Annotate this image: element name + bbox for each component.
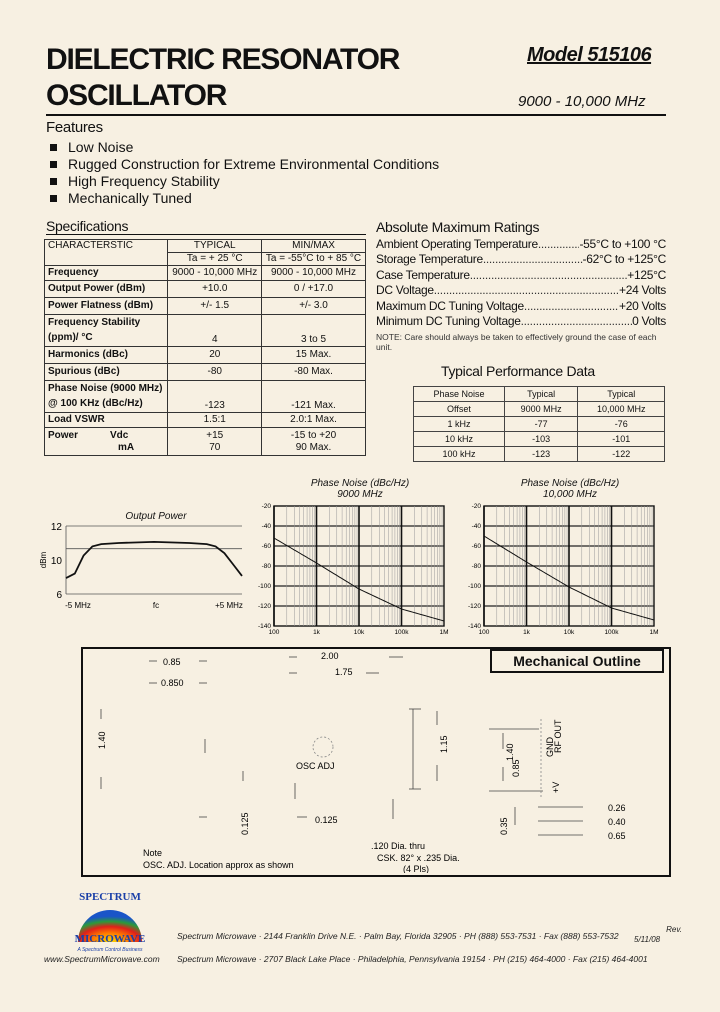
specifications-heading: Specifications: [46, 218, 129, 234]
abs-max-value: +24 Volts: [618, 283, 666, 298]
spec-row-name: [45, 381, 168, 413]
abs-max-label: Minimum DC Tuning Voltage: [376, 314, 521, 329]
spec-power-vdc: Vdc: [110, 429, 129, 441]
perf-cell: -103: [504, 432, 577, 447]
abs-max-label: DC Voltage: [376, 283, 434, 298]
abs-max-row: [376, 268, 666, 283]
pn9000-yticks: [258, 503, 271, 630]
output-power-title: Output Power: [125, 511, 187, 522]
output-power-grid: [66, 526, 242, 594]
perf-cell: 1 kHz: [414, 417, 505, 432]
csk-note: CSK. 82° x .235 Dia.: [377, 853, 460, 863]
dim-1-40: 1.40: [97, 731, 107, 749]
performance-heading: Typical Performance Data: [441, 363, 595, 379]
pn9000-title: Phase Noise (dBc/Hz): [310, 478, 410, 489]
pn10000-yticks: [468, 503, 481, 630]
spec-power-vdc-max: -15 to +20: [290, 429, 337, 441]
output-power-series: [66, 542, 242, 578]
spec-row-max: +/- 3.0: [262, 298, 366, 315]
mech-note-title: Note: [143, 848, 163, 858]
output-power-ytick: 6: [56, 590, 62, 601]
output-power-chart: [36, 520, 256, 612]
specifications-table: [44, 239, 366, 456]
osc-adj-label: OSC ADJ: [296, 761, 335, 771]
spec-row-name: Harmonics (dBc): [45, 347, 168, 364]
holes-count: (4 Pls): [403, 864, 430, 873]
pn10000-grid: [484, 506, 654, 626]
model-number: Model 515106: [527, 44, 652, 66]
pn-ytick: -120: [257, 603, 271, 610]
output-power-ytick: 10: [50, 556, 62, 567]
spec-row-max: 9000 - 10,000 MHz: [262, 266, 366, 281]
feature-item: High Frequency Stability: [46, 173, 439, 190]
abs-max-label: Ambient Operating Temperature: [376, 237, 538, 251]
footer-rev: Rev.: [666, 925, 682, 934]
title-line-2: OSCILLATOR: [46, 79, 227, 112]
abs-max-value: 0 Volts: [632, 314, 666, 329]
pn-ytick: -40: [471, 523, 481, 530]
title: [46, 42, 399, 114]
phase-noise-9000-title: [282, 478, 438, 500]
spec-row-typ: -80: [168, 364, 262, 381]
dim-0-850: 0.850: [161, 678, 184, 688]
perf-header: Typical: [504, 387, 577, 402]
spec-power-ma-typ: 70: [209, 441, 221, 453]
perf-cell: -101: [578, 432, 665, 447]
spec-row-line: @ 100 KHz (dBc/Hz): [48, 398, 143, 409]
output-power-ylabel: dBm: [39, 551, 48, 569]
perf-subheader: 9000 MHz: [504, 402, 577, 417]
performance-table: [413, 386, 665, 462]
abs-max-row: [376, 314, 666, 329]
pn-xtick: 10k: [353, 629, 365, 636]
abs-max-label: Maximum DC Tuning Voltage: [376, 298, 524, 313]
abs-max-value: -62°C to +125°C: [582, 252, 666, 267]
footer-address-philadelphia: Spectrum Microwave · 2707 Black Lake Place · Philadelphia, Pennsylvania 19154 · PH (215) 464-4000 · Fax (215) 464-4001: [177, 954, 648, 964]
spec-power-ma-max: 90 Max.: [295, 441, 332, 453]
spec-row-typ: 4: [168, 315, 262, 347]
phase-noise-10000-chart: [458, 500, 668, 640]
pn-ytick: -100: [257, 583, 271, 590]
spec-power-ma: mA: [118, 441, 135, 453]
pn-ytick: -40: [261, 523, 271, 530]
pn9000-subtitle: 9000 MHz: [337, 489, 383, 500]
spec-row-max: 0 / +17.0: [262, 281, 366, 298]
feature-item: Low Noise: [46, 139, 439, 156]
spec-row-typ: +10.0: [168, 281, 262, 298]
spec-row-max: 2.0:1 Max.: [262, 413, 366, 428]
pn-ytick: -100: [467, 583, 481, 590]
pn-xtick: 100: [268, 629, 280, 636]
header-rule: [46, 114, 666, 116]
dim-0-125-horizontal: 0.125: [315, 815, 338, 825]
spec-row-line: Frequency Stability: [48, 317, 141, 328]
abs-max-row: [376, 283, 666, 298]
spec-row-typ: 9000 - 10,000 MHz: [168, 266, 262, 281]
pn-ytick: -60: [471, 543, 481, 550]
spec-power-cell: [45, 428, 168, 456]
spec-header-characteristic: CHARACTERSTIC: [45, 240, 168, 266]
frequency-range: 9000 - 10,000 MHz: [518, 93, 646, 110]
spec-header-ta-typical: Ta = + 25 °C: [168, 253, 262, 266]
features-list: [46, 139, 439, 207]
perf-cell: -122: [578, 447, 665, 462]
dim-0-26: 0.26: [608, 803, 626, 813]
abs-max-value: -55°C to +100 °C: [579, 237, 666, 251]
pn-ytick: -140: [467, 623, 481, 630]
spec-header-typical: TYPICAL: [168, 240, 262, 253]
spec-row-name: Load VSWR: [45, 413, 168, 428]
dim-0-65: 0.65: [608, 831, 626, 841]
output-power-xtick: +5 MHz: [215, 601, 243, 610]
pn-ytick: -120: [467, 603, 481, 610]
spec-header-minmax: MIN/MAX: [262, 240, 366, 253]
pn-xtick: 1k: [523, 629, 530, 636]
spec-row-typ: 20: [168, 347, 262, 364]
dim-1-40-side: 1.40: [505, 743, 515, 761]
phase-noise-9000-chart: [248, 500, 458, 640]
spec-rule: [46, 234, 366, 235]
spec-row-name: Power Flatness (dBm): [45, 298, 168, 315]
spec-row-line: (ppm)/ °C: [48, 332, 93, 343]
dim-1-75: 1.75: [335, 667, 353, 677]
perf-cell: -77: [504, 417, 577, 432]
spec-power-max: [262, 428, 366, 456]
abs-max-label: Storage Temperature: [376, 252, 483, 267]
pn-xtick: 10k: [563, 629, 575, 636]
pn-ytick: -20: [471, 503, 481, 510]
pn10000-title: Phase Noise (dBc/Hz): [520, 478, 620, 489]
output-power-ytick: 12: [50, 522, 62, 533]
perf-subheader: 10,000 MHz: [578, 402, 665, 417]
mechanical-outline-title: Mechanical Outline: [490, 649, 664, 673]
spec-power-label: Power: [48, 429, 79, 441]
mech-note-text: OSC. ADJ. Location approx as shown: [143, 860, 294, 870]
spec-row-typ: 1.5:1: [168, 413, 262, 428]
spec-row-name: Spurious (dBc): [45, 364, 168, 381]
abs-max-heading: Absolute Maximum Ratings: [376, 219, 540, 235]
hole-note: .120 Dia. thru: [371, 841, 426, 851]
spec-row-typ: +/- 1.5: [168, 298, 262, 315]
perf-cell: -123: [504, 447, 577, 462]
spec-power-typ: [168, 428, 262, 456]
pn9000-grid: [274, 506, 444, 626]
logo-tagline: A Spectrum Control Business: [77, 947, 143, 953]
pn-xtick: 100k: [394, 629, 409, 636]
spectrum-microwave-logo: [60, 880, 160, 960]
output-power-xtick: -5 MHz: [65, 601, 91, 610]
abs-max-row: [376, 299, 666, 314]
dim-0-85-side: 0.85: [511, 759, 521, 777]
pin-gnd: GND: [545, 737, 555, 757]
dim-2-00: 2.00: [321, 651, 339, 661]
spec-row-name: Frequency: [45, 266, 168, 281]
dim-0-85: 0.85: [163, 657, 181, 667]
feature-item: Mechanically Tuned: [46, 190, 439, 207]
perf-cell: 10 kHz: [414, 432, 505, 447]
pn-xtick: 1M: [649, 629, 659, 636]
perf-header: Typical: [578, 387, 665, 402]
abs-max-list: [376, 237, 666, 329]
abs-max-row: [376, 252, 666, 267]
abs-max-value: +125°C: [627, 267, 666, 282]
phase-noise-10000-title: [492, 478, 648, 500]
pn10000-xticks: [479, 629, 659, 636]
logo-top-text: SPECTRUM: [79, 891, 141, 903]
pn-ytick: -80: [261, 563, 271, 570]
pn-xtick: 100: [478, 629, 490, 636]
pn-xtick: 1k: [313, 629, 320, 636]
spec-row-max: -121 Max.: [262, 381, 366, 413]
title-line-1: DIELECTRIC RESONATOR: [46, 43, 400, 76]
dim-0-40: 0.40: [608, 817, 626, 827]
pn-ytick: -140: [257, 623, 271, 630]
spec-row-name: Output Power (dBm): [45, 281, 168, 298]
spec-row-name: [45, 315, 168, 347]
pn-xtick: 1M: [439, 629, 449, 636]
pin-rf-out: RF OUT: [553, 719, 563, 753]
pn-ytick: -20: [261, 503, 271, 510]
dim-1-15: 1.15: [439, 735, 449, 753]
spec-row-line: Phase Noise (9000 MHz): [48, 383, 163, 394]
spec-header-ta-minmax: Ta = -55°C to + 85 °C: [262, 253, 366, 266]
pn9000-xticks: [269, 629, 449, 636]
dim-0-125-vertical: 0.125: [240, 812, 250, 835]
dim-0-35: 0.35: [499, 817, 509, 835]
pn-xtick: 100k: [604, 629, 619, 636]
footer-website[interactable]: www.SpectrumMicrowave.com: [44, 954, 160, 964]
perf-subheader: Offset: [414, 402, 505, 417]
spec-row-max: 15 Max.: [262, 347, 366, 364]
mechanical-drawing: [83, 649, 667, 873]
abs-max-label: Case Temperature: [376, 267, 470, 282]
spec-power-vdc-typ: +15: [206, 429, 224, 441]
pn10000-subtitle: 10,000 MHz: [543, 489, 597, 500]
footer-address-palm-bay: Spectrum Microwave · 2144 Franklin Drive N.E. · Palm Bay, Florida 32905 · PH (888) 553-7531 · Fax (888) 553-7532: [177, 931, 619, 941]
features-heading: Features: [46, 119, 103, 136]
output-power-xtick: fc: [152, 601, 160, 610]
spec-row-max: 3 to 5: [262, 315, 366, 347]
perf-header: Phase Noise: [414, 387, 505, 402]
pn-ytick: -60: [261, 543, 271, 550]
footer-rev-date: 5/11/08: [634, 935, 661, 944]
abs-max-row: [376, 237, 666, 252]
abs-max-value: +20 Volts: [618, 298, 666, 313]
feature-item: Rugged Construction for Extreme Environmental Conditions: [46, 156, 439, 173]
pin-plus-v: +V: [551, 781, 561, 793]
abs-max-note: NOTE: Care should always be taken to effectively ground the case of each unit.: [376, 332, 657, 352]
perf-cell: 100 kHz: [414, 447, 505, 462]
spec-row-typ: -123: [168, 381, 262, 413]
pn-ytick: -80: [471, 563, 481, 570]
perf-cell: -76: [578, 417, 665, 432]
logo-main-text: MICROWAVE: [74, 933, 146, 945]
spec-row-max: -80 Max.: [262, 364, 366, 381]
